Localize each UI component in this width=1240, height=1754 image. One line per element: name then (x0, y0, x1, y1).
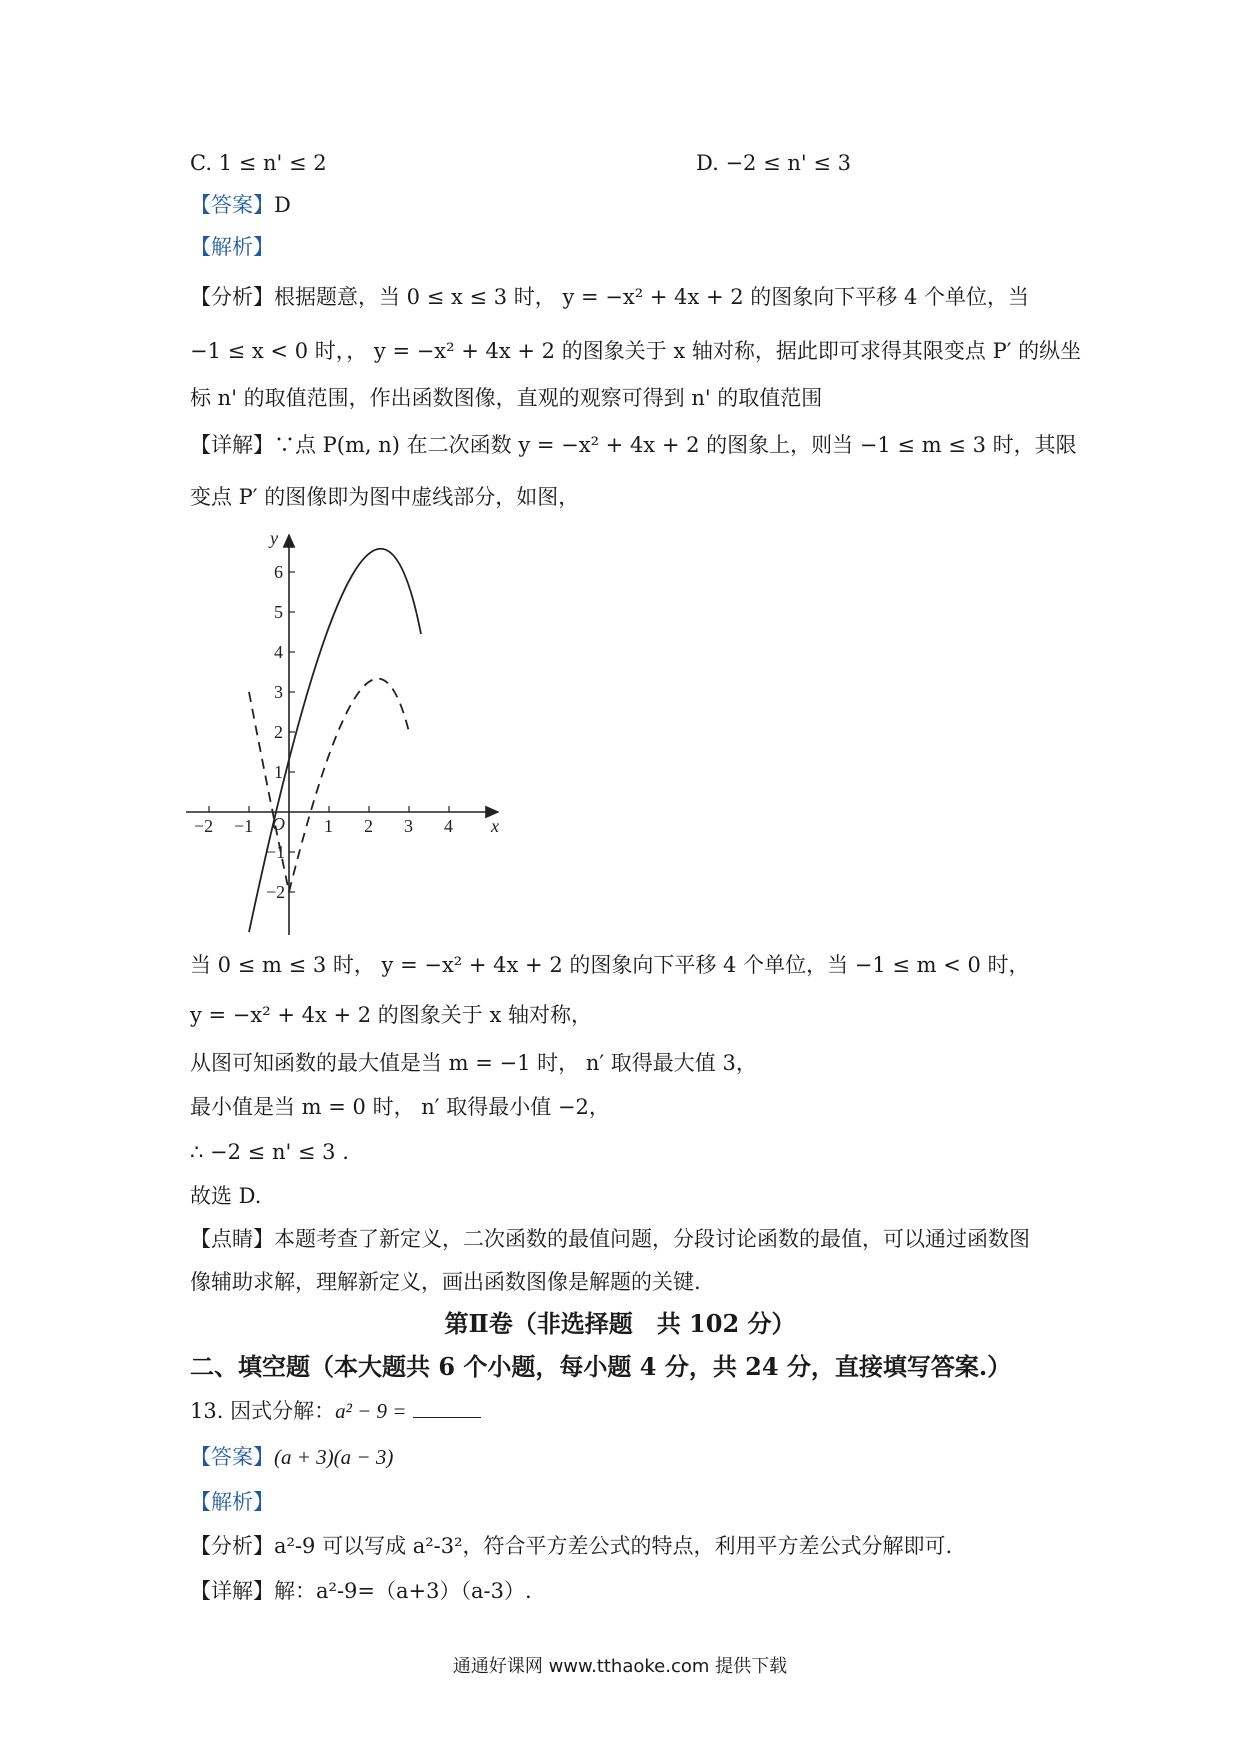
section-heading: 二、填空题（本大题共 6 个小题，每小题 4 分，共 24 分，直接填写答案.） (190, 1352, 1012, 1381)
x-axis-label: x (491, 816, 499, 836)
after-line-2: y = −x² + 4x + 2 的图象关于 x 轴对称， (190, 1003, 592, 1027)
x-tick-label: 3 (404, 816, 413, 836)
y-axis-label: y (270, 528, 278, 548)
x-tick-label: −2 (194, 816, 214, 836)
fenxi-text-1: 根据题意，当 0 ≤ x ≤ 3 时， y = −x² + 4x + 2 的图象向下平移 4 个单位，当 (274, 285, 1029, 309)
page-footer: 通通好课网 www.tthaoke.com 提供下载 (452, 1656, 788, 1677)
q13-detail-text: 解：a²-9=（a+3）（a-3）. (274, 1579, 532, 1603)
q13-stem (190, 1396, 481, 1426)
q13-fenxi-text: a²-9 可以写成 a²-3²，符合平方差公式的特点，利用平方差公式分解即可. (274, 1534, 953, 1558)
y-tick-marks (289, 572, 295, 892)
y-tick-label: −1 (266, 842, 286, 862)
y-tick-label: 1 (274, 762, 283, 782)
origin-label: O (272, 814, 285, 834)
q13-stem-text: 13. 因式分解： (190, 1399, 336, 1423)
y-tick-label: −2 (266, 882, 286, 902)
answer-blank (413, 1399, 481, 1418)
fenxi-line-3: 标 n' 的取值范围，作出函数图像，直观的观察可得到 n' 的取值范围 (190, 386, 823, 410)
dashed-reflection (249, 692, 289, 892)
after-line-6: 故选 D. (190, 1184, 262, 1208)
part-title: 第Ⅱ卷（非选择题 共 102 分） (444, 1309, 796, 1338)
q13-answer-value: (a + 3)(a − 3) (274, 1445, 394, 1469)
option-c: C. 1 ≤ n' ≤ 2 (190, 151, 327, 175)
detail-line-2: 变点 P′ 的图像即为图中虚线部分，如图， (190, 485, 580, 509)
q13-answer-tag: 【答案】 (190, 1445, 274, 1469)
q13-detail-tag: 【详解】 (190, 1579, 274, 1603)
x-tick-label: −1 (234, 816, 254, 836)
dashed-shifted (289, 679, 409, 892)
q13-analysis-tag: 【解析】 (190, 1490, 274, 1514)
q13-analysis-heading (190, 1487, 274, 1517)
detail-text-1: ∵点 P(m, n) 在二次函数 y = −x² + 4x + 2 的图象上，则当 −1 ≤ m ≤ 3 时，其限 (274, 433, 1077, 457)
answer-tag: 【答案】 (190, 193, 274, 217)
q13-fenxi-tag: 【分析】 (190, 1534, 274, 1558)
q13-expression: a² − 9 = (335, 1399, 407, 1423)
after-line-5: ∴ −2 ≤ n' ≤ 3 . (190, 1140, 349, 1164)
q13-answer-line (190, 1442, 393, 1472)
detail-tag: 【详解】 (190, 433, 274, 457)
dianjing-tag: 【点睛】 (190, 1227, 274, 1251)
x-tick-label: 1 (324, 816, 333, 836)
answer-line (190, 190, 291, 220)
y-tick-label: 6 (274, 562, 283, 582)
dianjing-text-1: 本题考查了新定义，二次函数的最值问题，分段讨论函数的最值，可以通过函数图 (274, 1227, 1030, 1251)
y-tick-label: 3 (274, 682, 283, 702)
analysis-heading (190, 232, 274, 262)
fenxi-line-1 (190, 282, 1029, 312)
fenxi-line-2: −1 ≤ x < 0 时，， y = −x² + 4x + 2 的图象关于 x 轴对称，据此即可求得其限变点 P′ 的纵坐 (190, 339, 1082, 363)
option-d: D. −2 ≤ n' ≤ 3 (696, 151, 851, 175)
q13-fenxi-line (190, 1531, 952, 1561)
y-tick-label: 5 (274, 602, 283, 622)
y-tick-label: 4 (274, 642, 283, 662)
dianjing-line-2: 像辅助求解，理解新定义，画出函数图像是解题的关键. (190, 1270, 701, 1294)
q13-detail-line (190, 1576, 532, 1606)
after-line-3: 从图可知函数的最大值是当 m = −1 时， n′ 取得最大值 3， (190, 1051, 757, 1075)
after-line-1: 当 0 ≤ m ≤ 3 时， y = −x² + 4x + 2 的图象向下平移 4 个单位，当 −1 ≤ m < 0 时， (190, 953, 1030, 977)
after-line-4: 最小值是当 m = 0 时， n′ 取得最小值 −2， (190, 1095, 610, 1119)
x-tick-label: 4 (444, 816, 453, 836)
detail-line-1 (190, 430, 1077, 460)
x-tick-label: 2 (364, 816, 373, 836)
function-graph (186, 520, 506, 940)
dianjing-line-1 (190, 1224, 1030, 1254)
answer-value: D (274, 193, 291, 217)
x-tick-marks (209, 806, 449, 812)
fenxi-tag: 【分析】 (190, 285, 274, 309)
analysis-tag: 【解析】 (190, 235, 274, 259)
y-tick-label: 2 (274, 722, 283, 742)
